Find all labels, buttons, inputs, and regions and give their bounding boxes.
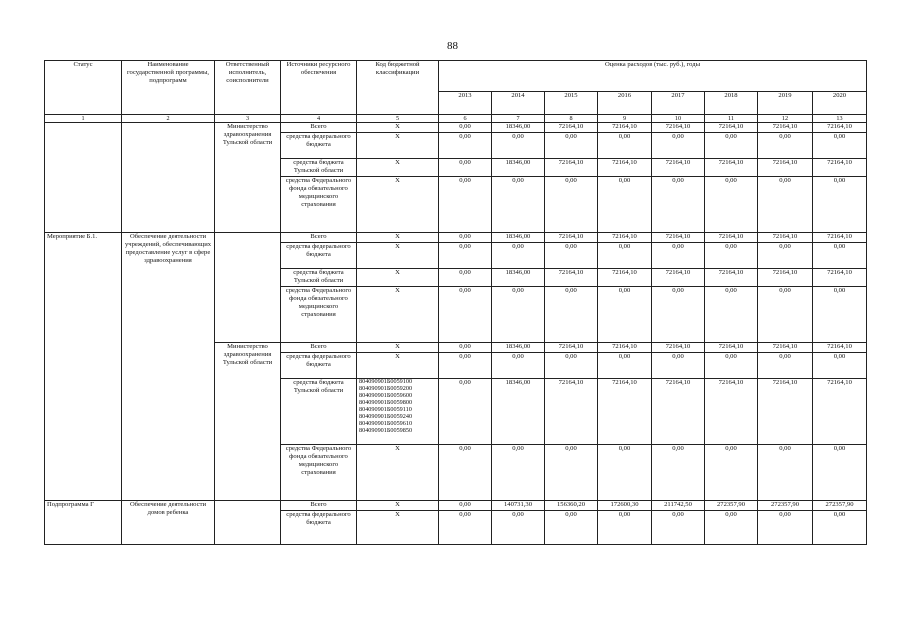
value-cell: 72164,10 bbox=[758, 159, 813, 177]
table-row bbox=[45, 123, 867, 133]
value-cell: 0,00 bbox=[758, 511, 813, 545]
source-cell: средства Федерального фонда обязательного медицинского страхования bbox=[281, 445, 357, 501]
value-cell: 0,00 bbox=[492, 511, 545, 545]
value-cell: 18346,00 bbox=[492, 379, 545, 445]
value-cell: 0,00 bbox=[545, 243, 598, 269]
value-cell: 0,00 bbox=[598, 287, 652, 343]
code-cell: Х bbox=[357, 287, 439, 343]
col-number: 8 bbox=[545, 115, 598, 123]
value-cell: 0,00 bbox=[758, 445, 813, 501]
source-cell: средства федерального бюджета bbox=[281, 133, 357, 159]
value-cell: 0,00 bbox=[813, 353, 867, 379]
budget-code: 804090901Б0059100 bbox=[359, 378, 413, 385]
value-cell: 0,00 bbox=[492, 133, 545, 159]
table-row bbox=[45, 501, 867, 511]
header-program-name: Наименование государственной программы, подпрограмм bbox=[122, 61, 215, 115]
value-cell: 0,00 bbox=[652, 133, 705, 159]
value-cell: 0,00 bbox=[492, 445, 545, 501]
value-cell: 211742,50 bbox=[652, 501, 705, 511]
source-cell: средства бюджета Тульской области bbox=[281, 159, 357, 177]
value-cell: 0,00 bbox=[652, 177, 705, 233]
value-cell: 0,00 bbox=[813, 243, 867, 269]
value-cell: 0,00 bbox=[813, 445, 867, 501]
value-cell: 0,00 bbox=[439, 123, 492, 133]
value-cell: 72164,10 bbox=[598, 379, 652, 445]
budget-code: 804090901Б0059850 bbox=[359, 426, 413, 434]
value-cell: 0,00 bbox=[545, 177, 598, 233]
value-cell: 0,00 bbox=[439, 353, 492, 379]
program-name-cell bbox=[122, 123, 215, 233]
value-cell: 272357,90 bbox=[758, 501, 813, 511]
source-cell: средства федерального бюджета bbox=[281, 243, 357, 269]
value-cell: 72164,10 bbox=[813, 379, 867, 445]
value-cell: 0,00 bbox=[439, 133, 492, 159]
value-cell: 72164,10 bbox=[758, 233, 813, 243]
code-cell: Х bbox=[357, 353, 439, 379]
value-cell: 0,00 bbox=[705, 243, 758, 269]
year-header: 2020 bbox=[813, 92, 867, 115]
value-cell: 0,00 bbox=[758, 243, 813, 269]
value-cell: 72164,10 bbox=[652, 343, 705, 353]
status-cell bbox=[45, 123, 122, 233]
page-number: 88 bbox=[447, 40, 458, 52]
value-cell: 0,00 bbox=[439, 243, 492, 269]
col-number: 4 bbox=[281, 115, 357, 123]
source-cell: средства федерального бюджета bbox=[281, 353, 357, 379]
value-cell: 0,00 bbox=[813, 133, 867, 159]
code-cell: Х bbox=[357, 343, 439, 353]
value-cell: 72164,10 bbox=[813, 159, 867, 177]
value-cell: 72164,10 bbox=[813, 269, 867, 287]
value-cell: 0,00 bbox=[705, 511, 758, 545]
value-cell: 0,00 bbox=[652, 353, 705, 379]
code-list-cell bbox=[357, 379, 439, 445]
value-cell: 72164,10 bbox=[705, 269, 758, 287]
col-number: 9 bbox=[598, 115, 652, 123]
value-cell: 72164,10 bbox=[813, 233, 867, 243]
value-cell: 0,00 bbox=[545, 353, 598, 379]
value-cell: 72164,10 bbox=[545, 269, 598, 287]
value-cell: 18346,00 bbox=[492, 123, 545, 133]
source-cell: средства Федерального фонда обязательного медицинского страхования bbox=[281, 177, 357, 233]
col-number: 13 bbox=[813, 115, 867, 123]
value-cell: 0,00 bbox=[598, 177, 652, 233]
value-cell: 0,00 bbox=[598, 243, 652, 269]
value-cell: 72164,10 bbox=[598, 123, 652, 133]
value-cell: 0,00 bbox=[652, 243, 705, 269]
value-cell: 72164,10 bbox=[758, 343, 813, 353]
source-cell: средства федерального бюджета bbox=[281, 511, 357, 545]
executor-cell bbox=[215, 501, 281, 545]
value-cell: 18346,00 bbox=[492, 233, 545, 243]
col-number: 2 bbox=[122, 115, 215, 123]
source-cell: Всего bbox=[281, 233, 357, 243]
value-cell: 72164,10 bbox=[545, 233, 598, 243]
value-cell: 0,00 bbox=[439, 287, 492, 343]
value-cell: 0,00 bbox=[439, 159, 492, 177]
budget-code: 804090901Б0059240 bbox=[359, 412, 413, 420]
value-cell: 72164,10 bbox=[652, 233, 705, 243]
source-cell: Всего bbox=[281, 501, 357, 511]
header-sources: Источники ресурсного обеспечения bbox=[281, 61, 357, 115]
source-cell: Всего bbox=[281, 343, 357, 353]
status-cell: Мероприятие Б.1. bbox=[45, 233, 122, 501]
value-cell: 0,00 bbox=[439, 511, 492, 545]
value-cell: 272357,90 bbox=[705, 501, 758, 511]
value-cell: 0,00 bbox=[758, 177, 813, 233]
year-header: 2015 bbox=[545, 92, 598, 115]
header-executor: Ответственный исполнитель, соисполнители bbox=[215, 61, 281, 115]
value-cell: 0,00 bbox=[598, 511, 652, 545]
col-number: 7 bbox=[492, 115, 545, 123]
value-cell: 72164,10 bbox=[652, 269, 705, 287]
value-cell: 72164,10 bbox=[652, 379, 705, 445]
program-name-cell: Обеспечение деятельности учреждений, обеспечивающих предоставление услуг в сфере здравоохранения bbox=[122, 233, 215, 501]
executor-cell bbox=[215, 233, 281, 343]
value-cell: 0,00 bbox=[439, 177, 492, 233]
executor-cell: Министерство здравоохранения Тульской области bbox=[215, 343, 281, 501]
value-cell: 0,00 bbox=[758, 353, 813, 379]
value-cell: 0,00 bbox=[439, 501, 492, 511]
value-cell: 172600,30 bbox=[598, 501, 652, 511]
code-cell: Х bbox=[357, 123, 439, 133]
col-number: 5 bbox=[357, 115, 439, 123]
value-cell: 72164,10 bbox=[705, 159, 758, 177]
value-cell: 0,00 bbox=[439, 343, 492, 353]
value-cell: 72164,10 bbox=[545, 123, 598, 133]
value-cell: 72164,10 bbox=[758, 269, 813, 287]
value-cell: 72164,10 bbox=[758, 379, 813, 445]
value-cell: 0,00 bbox=[492, 243, 545, 269]
year-header: 2016 bbox=[598, 92, 652, 115]
year-header: 2019 bbox=[758, 92, 813, 115]
value-cell: 0,00 bbox=[705, 353, 758, 379]
value-cell: 272357,90 bbox=[813, 501, 867, 511]
value-cell: 72164,10 bbox=[598, 343, 652, 353]
code-cell: Х bbox=[357, 511, 439, 545]
value-cell: 18346,00 bbox=[492, 343, 545, 353]
table-row bbox=[45, 233, 867, 243]
value-cell: 0,00 bbox=[598, 353, 652, 379]
value-cell: 0,00 bbox=[705, 133, 758, 159]
value-cell: 0,00 bbox=[439, 379, 492, 445]
code-cell: Х bbox=[357, 445, 439, 501]
value-cell: 72164,10 bbox=[598, 233, 652, 243]
source-cell: средства бюджета Тульской области bbox=[281, 379, 357, 445]
value-cell: 0,00 bbox=[758, 287, 813, 343]
value-cell: 72164,10 bbox=[813, 343, 867, 353]
value-cell: 0,00 bbox=[705, 445, 758, 501]
value-cell: 0,00 bbox=[492, 353, 545, 379]
year-header: 2017 bbox=[652, 92, 705, 115]
value-cell: 72164,10 bbox=[813, 123, 867, 133]
value-cell: 0,00 bbox=[545, 511, 598, 545]
col-number: 1 bbox=[45, 115, 122, 123]
col-number: 10 bbox=[652, 115, 705, 123]
value-cell: 72164,10 bbox=[598, 269, 652, 287]
header-status: Статус bbox=[45, 61, 122, 115]
value-cell: 0,00 bbox=[705, 287, 758, 343]
code-cell: Х bbox=[357, 269, 439, 287]
value-cell: 0,00 bbox=[492, 287, 545, 343]
budget-code: 804090901Б0059110 bbox=[359, 405, 412, 413]
budget-code: 804090901Б0059200 bbox=[359, 384, 413, 392]
value-cell: 0,00 bbox=[813, 511, 867, 545]
value-cell: 0,00 bbox=[439, 269, 492, 287]
value-cell: 0,00 bbox=[705, 177, 758, 233]
code-cell: Х bbox=[357, 501, 439, 511]
code-cell: Х bbox=[357, 177, 439, 233]
value-cell: 72164,10 bbox=[652, 123, 705, 133]
year-header: 2013 bbox=[439, 92, 492, 115]
budget-code: 804090901Б0059600 bbox=[359, 391, 413, 399]
value-cell: 0,00 bbox=[652, 445, 705, 501]
value-cell: 0,00 bbox=[439, 233, 492, 243]
header-row bbox=[45, 61, 867, 92]
col-number: 11 bbox=[705, 115, 758, 123]
value-cell: 72164,10 bbox=[545, 159, 598, 177]
value-cell: 0,00 bbox=[545, 133, 598, 159]
value-cell: 0,00 bbox=[813, 177, 867, 233]
value-cell: 72164,10 bbox=[545, 343, 598, 353]
value-cell: 140731,30 bbox=[492, 501, 545, 511]
value-cell: 0,00 bbox=[813, 287, 867, 343]
value-cell: 0,00 bbox=[598, 133, 652, 159]
value-cell: 0,00 bbox=[545, 445, 598, 501]
budget-table bbox=[44, 60, 867, 545]
value-cell: 0,00 bbox=[598, 445, 652, 501]
value-cell: 0,00 bbox=[652, 287, 705, 343]
value-cell: 0,00 bbox=[439, 445, 492, 501]
source-cell: средства Федерального фонда обязательного медицинского страхования bbox=[281, 287, 357, 343]
value-cell: 72164,10 bbox=[705, 379, 758, 445]
status-cell: Подпрограмма Г bbox=[45, 501, 122, 545]
value-cell: 0,00 bbox=[545, 287, 598, 343]
value-cell: 72164,10 bbox=[758, 123, 813, 133]
value-cell: 0,00 bbox=[758, 133, 813, 159]
value-cell: 72164,10 bbox=[652, 159, 705, 177]
value-cell: 72164,10 bbox=[705, 343, 758, 353]
year-header: 2014 bbox=[492, 92, 545, 115]
value-cell: 72164,10 bbox=[545, 379, 598, 445]
value-cell: 156360,20 bbox=[545, 501, 598, 511]
value-cell: 72164,10 bbox=[705, 233, 758, 243]
value-cell: 0,00 bbox=[652, 511, 705, 545]
header-budget-code: Код бюджетной классификации bbox=[357, 61, 439, 115]
header-estimate: Оценка расходов (тыс. руб.), годы bbox=[439, 61, 867, 92]
budget-code: 804090901Б0059610 bbox=[359, 419, 413, 427]
column-numbers-row bbox=[45, 115, 867, 123]
col-number: 6 bbox=[439, 115, 492, 123]
source-cell: средства бюджета Тульской области bbox=[281, 269, 357, 287]
budget-code: 804090901Б0059800 bbox=[359, 398, 413, 406]
code-cell: Х bbox=[357, 133, 439, 159]
value-cell: 72164,10 bbox=[705, 123, 758, 133]
source-cell: Всего bbox=[281, 123, 357, 133]
value-cell: 72164,10 bbox=[598, 159, 652, 177]
value-cell: 0,00 bbox=[492, 177, 545, 233]
code-cell: Х bbox=[357, 243, 439, 269]
value-cell: 18346,00 bbox=[492, 269, 545, 287]
col-number: 12 bbox=[758, 115, 813, 123]
executor-cell: Министерство здравоохранения Тульской области bbox=[215, 123, 281, 233]
year-header: 2018 bbox=[705, 92, 758, 115]
program-name-cell: Обеспечение деятельности домов ребенка bbox=[122, 501, 215, 545]
col-number: 3 bbox=[215, 115, 281, 123]
value-cell: 18346,00 bbox=[492, 159, 545, 177]
code-cell: Х bbox=[357, 159, 439, 177]
code-cell: Х bbox=[357, 233, 439, 243]
